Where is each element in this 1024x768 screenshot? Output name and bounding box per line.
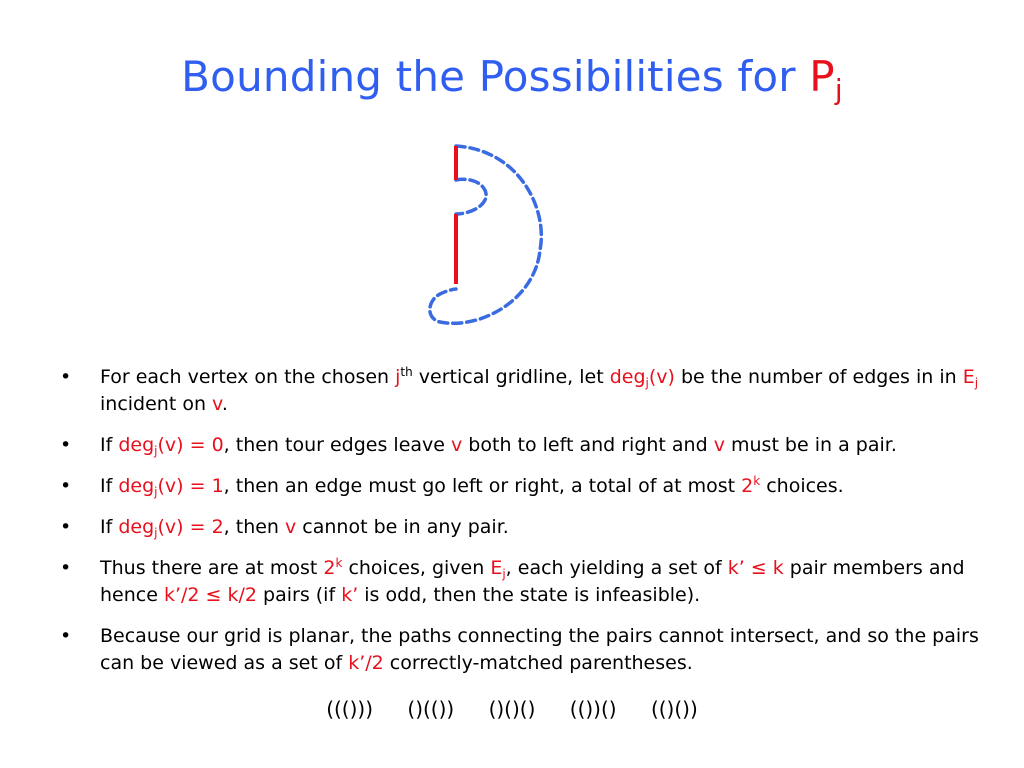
k-half-inequality: k’/2 ≤ k/2 (163, 584, 257, 606)
e-subscript: j (502, 567, 506, 581)
text: choices. (760, 475, 844, 497)
text: If (100, 434, 119, 456)
text: must be in a pair. (724, 434, 897, 456)
text: pairs (if (256, 584, 342, 606)
deg-subscript: j (154, 485, 158, 499)
title-p-subscript: j (834, 73, 843, 106)
deg-subscript: j (154, 444, 158, 458)
deg-subscript: j (645, 376, 649, 390)
v-var: v (212, 393, 222, 415)
text: For each vertex on the chosen (100, 366, 396, 388)
text: Thus there are at most (100, 557, 324, 579)
text: , each yielding a set of (505, 557, 728, 579)
k-superscript: k (753, 474, 761, 488)
e-var: E (490, 557, 503, 579)
deg-var: deg (118, 516, 155, 538)
e-subscript: j (974, 376, 979, 390)
paren-example: (()()) (650, 697, 698, 721)
deg-arg: (v) = 1 (157, 475, 224, 497)
v-var: v (713, 434, 725, 456)
k-superscript: k (335, 556, 343, 570)
paren-example: ()()() (488, 697, 536, 721)
paren-example: ()(()) (407, 697, 455, 721)
parentheses-examples (0, 697, 1024, 721)
bullet-3 (60, 473, 1000, 500)
deg-var: deg (118, 475, 155, 497)
deg-var: deg (118, 434, 155, 456)
e-var: E (962, 366, 975, 388)
text: , then an edge must go left or right, a total of at most (223, 475, 742, 497)
text: vertical gridline, let (412, 366, 610, 388)
text: If (100, 475, 119, 497)
v-var: v (451, 434, 463, 456)
deg-arg: (v) = 0 (157, 434, 224, 456)
text: pair members and hence (100, 557, 965, 606)
bullet-2 (60, 432, 1000, 459)
k-half: k’/2 (348, 652, 384, 674)
k-prime: k’ (341, 584, 359, 606)
bullet-6 (60, 623, 1000, 677)
th-superscript: th (400, 365, 413, 379)
deg-var: deg (609, 366, 646, 388)
k-inequality: k’ ≤ k (727, 557, 784, 579)
text: . (221, 393, 228, 415)
j-var: j (395, 366, 401, 388)
bullet-4 (60, 514, 1000, 541)
text: incident on (100, 393, 213, 415)
outer-dashed-arc (430, 146, 541, 323)
two-value: 2 (323, 557, 336, 579)
text: , then (223, 516, 286, 538)
v-var: v (285, 516, 297, 538)
text: be the number of edges in in (674, 366, 963, 388)
deg-arg: (v) (648, 366, 675, 388)
text: If (100, 516, 119, 538)
text: correctly-matched parentheses. (383, 652, 693, 674)
deg-subscript: j (154, 526, 158, 540)
text: is odd, then the state is infeasible). (358, 584, 701, 606)
title-p: P (809, 52, 835, 101)
text: , then tour edges leave (223, 434, 452, 456)
text: choices, given (342, 557, 491, 579)
bullet-5 (60, 555, 1000, 609)
paren-example: ((())) (326, 697, 374, 721)
two-value: 2 (741, 475, 754, 497)
bullet-1 (60, 364, 1000, 418)
text: cannot be in any pair. (296, 516, 509, 538)
text: Because our grid is planar, the paths connecting the pairs cannot intersect, and so the pairs can be viewed as a set of (100, 625, 979, 674)
paren-example: (())() (569, 697, 617, 721)
inner-dashed-arc (456, 179, 486, 214)
bullet-list (60, 364, 1000, 691)
text: both to left and right and (462, 434, 714, 456)
title-text: Bounding the Possibilities for (181, 52, 810, 101)
deg-arg: (v) = 2 (157, 516, 224, 538)
